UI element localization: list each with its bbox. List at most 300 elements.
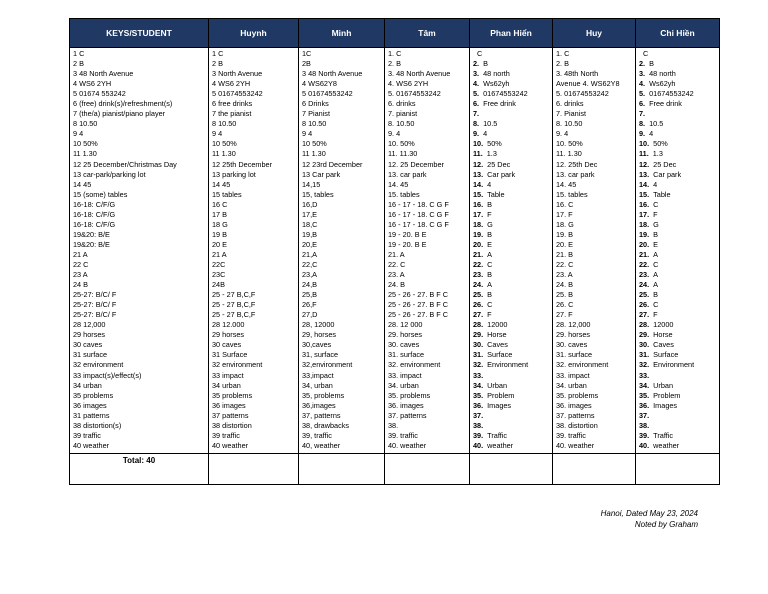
answer-line (473, 320, 550, 330)
answer-line (473, 149, 550, 159)
answer-line: 25 - 26 - 27. B F C (388, 290, 449, 300)
answer-number: 32. (473, 360, 484, 370)
answer-line: 31 Surface (212, 350, 248, 360)
answer-line: 23. A (388, 270, 405, 280)
answer-line (473, 290, 550, 300)
answer-line: Avenue 4. WS62Y8 (556, 79, 620, 89)
answer-line: 16 C (212, 199, 228, 209)
answer-number: 36. (639, 400, 650, 410)
answer-line: 28. 12,000 (556, 320, 591, 330)
answer-value: 4 (649, 129, 654, 139)
answer-number: 37. (473, 410, 484, 420)
answer-value: 4 (483, 129, 488, 139)
answer-value: 12000 (653, 320, 674, 330)
answer-line: 11 1.30 (73, 149, 97, 159)
answer-line (639, 381, 717, 391)
answer-line (473, 200, 550, 210)
answer-line: 2. B (388, 59, 401, 69)
answer-line (639, 280, 717, 290)
answer-number: 33. (473, 370, 484, 380)
answer-line: 9 4 (302, 129, 313, 139)
answer-line: 1 C (212, 49, 224, 58)
answer-line: 3 48 North Avenue (302, 69, 363, 79)
answer-number: 28. (639, 320, 650, 330)
answer-value: 12000 (487, 320, 508, 330)
total-label: Total: 40 (122, 455, 156, 465)
answer-line (639, 190, 717, 200)
answer-value: C (653, 259, 659, 269)
total-minh (299, 453, 385, 484)
answer-line: 29 horses (73, 330, 106, 340)
answer-line: 39, traffic (302, 430, 332, 440)
answer-value: Ws62yh (649, 79, 676, 89)
answer-line: 5 01674 553242 (73, 89, 126, 99)
answer-line: 3 North Avenue (212, 69, 263, 79)
total-row (70, 453, 720, 484)
answer-value: 50% (653, 139, 668, 149)
answer-value: Free drink (649, 99, 682, 109)
answer-number: 6. (639, 99, 646, 109)
answer-number: 13. (639, 169, 650, 179)
answer-line (473, 421, 550, 431)
answer-number: 30. (639, 340, 650, 350)
answer-line: 19&20: B/E (73, 239, 110, 249)
answer-value: Car park (653, 169, 682, 179)
answer-line (639, 310, 717, 320)
answer-line (473, 109, 550, 119)
answer-line: 37. patterns (388, 410, 427, 420)
answer-line: 35 problems (212, 390, 253, 400)
answer-value: Urban (487, 380, 508, 390)
phan-hien-answers (470, 48, 553, 454)
answer-line: 19 - 20. B E (388, 229, 427, 239)
answer-line (473, 220, 550, 230)
answer-line: 30. caves (556, 340, 588, 350)
answer-line: 20,E (302, 239, 318, 249)
answer-line: 40 weather (212, 440, 249, 450)
answer-number: 17. (639, 209, 650, 219)
answer-line: 5 01674553242 (302, 89, 353, 99)
answer-value: Caves (653, 340, 674, 350)
answer-line (639, 139, 717, 149)
answer-line: 19 - 20. B E (388, 239, 427, 249)
answer-line (639, 119, 717, 129)
answer-number: 39. (639, 430, 650, 440)
answer-line: 34 urban (73, 380, 102, 390)
answer-line (473, 310, 550, 320)
answer-value: Problem (487, 390, 515, 400)
answer-line: 3. 48 North Avenue (388, 69, 451, 79)
answer-line: 16-18: C/F/G (73, 209, 116, 219)
answer-line: 22. C (388, 259, 406, 269)
answer-line: 14 45 (212, 179, 231, 189)
answer-number: 6. (473, 99, 480, 109)
answer-line: 40 weather (73, 440, 110, 450)
answer-number: 8. (639, 119, 646, 129)
answer-line (473, 190, 550, 200)
answer-number: 2. (473, 59, 480, 69)
answer-line: 36. images (388, 400, 424, 410)
answer-value: Surface (653, 350, 679, 360)
answer-line (473, 411, 550, 421)
answer-value: Table (653, 189, 671, 199)
answer-line: 29, horses (302, 330, 337, 340)
answer-line: 2. B (556, 59, 569, 69)
answer-line: 5. 01674553242 (388, 89, 441, 99)
answer-line: 39 traffic (73, 430, 101, 440)
answer-line: 32 environment (73, 360, 124, 370)
header-minh: Minh (299, 19, 385, 48)
answer-line (473, 280, 550, 290)
answer-line (639, 340, 717, 350)
answer-line: 37. patterns (556, 410, 595, 420)
answer-line: 39. traffic (556, 430, 586, 440)
total-tam (385, 453, 470, 484)
answer-line: 25 - 26 - 27. B F C (388, 300, 449, 310)
answer-line: 35. problems (556, 390, 599, 400)
answer-line: 15. tables (556, 189, 588, 199)
answer-line: 12. 25 December (388, 159, 444, 169)
answer-line (473, 431, 550, 441)
answer-line: 30,caves (302, 340, 332, 350)
answer-number: 35. (639, 390, 650, 400)
answer-line: 11 1.30 (302, 149, 326, 159)
answer-line: 20 E (212, 239, 228, 249)
answer-line: 9 4 (212, 129, 223, 139)
answer-line: 26,F (302, 300, 317, 310)
answer-sheet (69, 18, 720, 485)
answer-line (473, 371, 550, 381)
answer-line (473, 300, 550, 310)
answer-number: 16. (473, 199, 484, 209)
answer-line: 6 free drinks (212, 99, 253, 109)
answer-line: 15, tables (302, 189, 334, 199)
answer-number: 24. (473, 280, 484, 290)
answer-line (639, 431, 717, 441)
answer-value: Surface (487, 350, 513, 360)
answer-line (473, 139, 550, 149)
answer-value: 10.5 (649, 119, 664, 129)
answer-value: Environment (653, 360, 695, 370)
answer-line: 23 A (73, 270, 88, 280)
answer-value: B (487, 229, 493, 239)
answer-line: 31, surface (302, 350, 339, 360)
answer-value: B (487, 270, 493, 280)
answer-line: 7 (the/a) pianist/piano player (73, 109, 166, 119)
total-cell (70, 453, 209, 484)
answer-line: 35. problems (388, 390, 431, 400)
answer-line: 7. Pianist (556, 109, 587, 119)
answer-line: 14. 45 (388, 179, 409, 189)
answer-line (473, 49, 550, 59)
answer-number: 10. (639, 139, 650, 149)
answer-line: 32,environment (302, 360, 353, 370)
answer-number: 14. (639, 179, 650, 189)
answer-number: 18. (639, 219, 650, 229)
answer-number: 32. (639, 360, 650, 370)
answer-line (639, 411, 717, 421)
answer-line: 22,C (302, 259, 318, 269)
answer-line: 21,A (302, 249, 318, 259)
answer-number: 37. (639, 410, 650, 420)
answer-line (639, 79, 717, 89)
signature-block (601, 508, 698, 530)
answer-line: 4 WS6 2YH (73, 79, 112, 89)
answer-line (639, 160, 717, 170)
answer-line (639, 109, 717, 119)
answer-value: Urban (653, 380, 674, 390)
answer-number: 40. (639, 440, 650, 450)
answer-number: 29. (639, 330, 650, 340)
answer-line (639, 320, 717, 330)
answer-line: 32. environment (388, 360, 441, 370)
answer-line (473, 59, 550, 69)
answer-line: 3. 48th North (556, 69, 599, 79)
answer-line: 30 caves (73, 340, 103, 350)
header-tam: Tâm (385, 19, 470, 48)
answer-line: 6. drinks (556, 99, 584, 109)
answer-line: 7. pianist (388, 109, 418, 119)
answer-line: 9 4 (73, 129, 84, 139)
answer-value: 1.3 (652, 149, 663, 159)
answer-line: 17 B (212, 209, 228, 219)
answer-value: Free drink (483, 99, 516, 109)
answer-line: 14 45 (73, 179, 92, 189)
answer-line: 8. 10.50 (388, 119, 415, 129)
answer-value: F (487, 310, 492, 320)
answer-line: 2 B (73, 59, 84, 69)
answer-line: 12 25th December (212, 159, 273, 169)
answer-line: 33,impact (302, 370, 334, 380)
answer-line: 29 horses (212, 330, 245, 340)
answer-line: 28 12.000 (212, 320, 245, 330)
answer-value: Environment (487, 360, 529, 370)
answer-line: 31 surface (73, 350, 108, 360)
answer-value: weather (487, 440, 514, 450)
answer-line: 35, problems (302, 390, 345, 400)
answer-line (473, 360, 550, 370)
answer-line: 4 WS6 2YH (212, 79, 251, 89)
tam-answers (385, 48, 470, 454)
answer-line: 10. 50% (388, 139, 415, 149)
answer-line: 13 car-park/parking lot (73, 169, 146, 179)
answer-line (639, 300, 717, 310)
answer-line (639, 350, 717, 360)
answer-value: C (653, 199, 659, 209)
answer-number: 20. (473, 239, 484, 249)
header-keys: KEYS/STUDENT (70, 19, 209, 48)
answer-line: 36 images (73, 400, 107, 410)
answer-line: 13. car park (388, 169, 427, 179)
answer-line: 25 - 27 B,C,F (212, 290, 256, 300)
place-date: Hanoi, Dated May 23, 2024 (600, 509, 698, 518)
answer-line: 1. C (556, 49, 570, 58)
answer-line: 36. images (556, 400, 592, 410)
answer-line (639, 59, 717, 69)
answer-line (473, 180, 550, 190)
answer-number: 21. (473, 249, 484, 259)
answer-value: F (653, 209, 658, 219)
answer-value: Ws62yh (483, 79, 510, 89)
answer-line: 40. weather (556, 440, 595, 450)
minh-answers (299, 48, 385, 454)
answer-line: 18. G (556, 219, 574, 229)
answer-line: 19&20: B/E (73, 229, 110, 239)
answer-line (473, 230, 550, 240)
answer-number: 27. (639, 310, 650, 320)
answer-line: 30. caves (388, 340, 420, 350)
answer-line (473, 119, 550, 129)
answer-line (473, 79, 550, 89)
answer-number: 34. (473, 380, 484, 390)
answer-line: 32 environment (212, 360, 263, 370)
answer-value: E (653, 239, 659, 249)
answer-line (639, 69, 717, 79)
answer-line: 31. surface (556, 350, 593, 360)
answer-line (639, 270, 717, 280)
total-huynh (209, 453, 299, 484)
answer-line: 27. F (556, 310, 573, 320)
answer-line: 6 Drinks (302, 99, 329, 109)
answer-line: 18 G (212, 219, 228, 229)
answer-value: B (653, 290, 659, 300)
answer-line: 39 traffic (212, 430, 240, 440)
answer-line: 4. WS6 2YH (388, 79, 429, 89)
answer-line: 8 10.50 (73, 119, 98, 129)
answer-value: A (653, 249, 659, 259)
answer-line: 1. C (388, 49, 402, 58)
answer-line (639, 49, 717, 59)
answer-number: 35. (473, 390, 484, 400)
answer-line: 38 distortion (212, 420, 252, 430)
answer-number: 11. (639, 149, 649, 159)
answer-line: 19. B (556, 229, 574, 239)
answer-value: weather (653, 440, 680, 450)
answer-line: 24 B (73, 280, 89, 290)
answer-number: 16. (639, 199, 650, 209)
answer-line (473, 250, 550, 260)
answer-line (473, 350, 550, 360)
noted-by: Noted by Graham (634, 520, 698, 529)
answer-value: 10.5 (483, 119, 498, 129)
answer-line: 39. traffic (388, 430, 418, 440)
answer-line: 17. F (556, 209, 573, 219)
answer-number: 34. (639, 380, 650, 390)
answer-value: Images (487, 400, 512, 410)
keys-answers (70, 48, 209, 454)
answer-value: C (643, 49, 649, 58)
answer-number: 21. (639, 249, 650, 259)
answer-line: 22 C (73, 259, 89, 269)
answer-line: 9. 4 (388, 129, 401, 139)
answer-line: 1C (302, 49, 312, 58)
answer-line (639, 220, 717, 230)
answer-line: 34. urban (388, 380, 419, 390)
answer-number: 15. (473, 189, 484, 199)
answer-line: 33 impact (212, 370, 244, 380)
answer-line (473, 441, 550, 451)
answer-number: 40. (473, 440, 484, 450)
answer-value: Horse (487, 330, 507, 340)
answer-value: B (487, 199, 493, 209)
answer-number: 13. (473, 169, 484, 179)
answer-line (639, 290, 717, 300)
answer-number: 23. (639, 270, 650, 280)
answer-line (473, 340, 550, 350)
answer-line: 8. 10.50 (556, 119, 583, 129)
answer-line: 15 tables (212, 189, 242, 199)
answer-line: 23,A (302, 270, 318, 280)
huy-answers (553, 48, 636, 454)
answer-value: G (487, 219, 493, 229)
answer-number: 39. (473, 430, 484, 440)
answer-line: 33. impact (388, 370, 422, 380)
answer-value: B (487, 290, 493, 300)
answer-line (473, 99, 550, 109)
answer-line: 36 images (212, 400, 246, 410)
answer-line (639, 250, 717, 260)
answer-line: 13 parking lot (212, 169, 256, 179)
answer-line: 34. urban (556, 380, 587, 390)
answer-number: 36. (473, 400, 484, 410)
answer-line: 16. C (556, 199, 574, 209)
answer-line (473, 210, 550, 220)
answer-line: 3 48 North Avenue (73, 69, 134, 79)
answer-value: C (477, 49, 483, 58)
answer-line: 17,E (302, 209, 318, 219)
answer-line: 38 distortion(s) (73, 420, 122, 430)
answer-line (639, 391, 717, 401)
answer-line: 9. 4 (556, 129, 569, 139)
answer-line: 25-27: B/C/ F (73, 290, 117, 300)
answer-line: 19 B (212, 229, 228, 239)
answer-number: 5. (473, 89, 480, 99)
answer-value: 4 (653, 179, 658, 189)
answer-keys-table (69, 18, 720, 485)
answer-line: 36,images (302, 400, 336, 410)
answer-line: 12 25 December/Christmas Day (73, 159, 177, 169)
answer-value: B (653, 229, 659, 239)
answer-line: 14,15 (302, 179, 321, 189)
chi-hien-answers (636, 48, 720, 454)
answer-line: 28. 12 000 (388, 320, 423, 330)
answer-value: C (653, 300, 659, 310)
answer-line (639, 180, 717, 190)
answer-line (639, 330, 717, 340)
answer-line: 28, 12000 (302, 320, 335, 330)
answer-value: 25 Dec (487, 159, 511, 169)
answer-value: Traffic (487, 430, 508, 440)
total-huy (553, 453, 636, 484)
answer-line (639, 240, 717, 250)
answer-line: 38. (388, 420, 399, 430)
answer-line (473, 401, 550, 411)
answer-line: 21. B (556, 249, 574, 259)
answer-value: Problem (653, 390, 681, 400)
answer-number: 29. (473, 330, 484, 340)
answer-number: 12. (639, 159, 650, 169)
answer-line: 11 1.30 (212, 149, 236, 159)
answer-line: 13 Car park (302, 169, 341, 179)
answer-line (639, 99, 717, 109)
answer-line: 26. C (556, 300, 574, 310)
answer-number: 4. (473, 79, 480, 89)
answer-line: 25,B (302, 290, 318, 300)
answer-number: 8. (473, 119, 480, 129)
answer-line: 22C (212, 259, 226, 269)
answer-line (473, 160, 550, 170)
answer-line (473, 129, 550, 139)
